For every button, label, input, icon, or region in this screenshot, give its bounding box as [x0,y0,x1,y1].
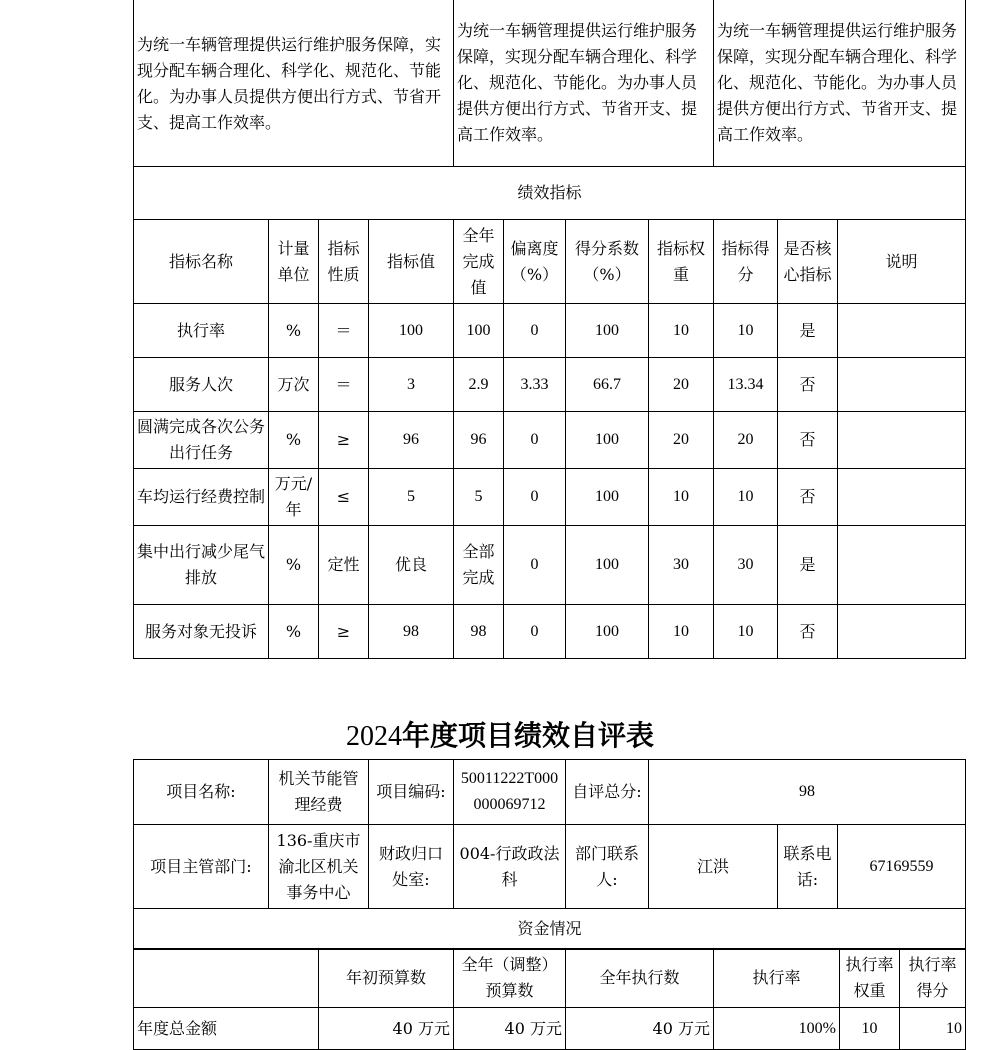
execution-rate-weight: 10 [840,1008,900,1050]
department-row [134,825,966,909]
header-cell: 偏离度（%） [504,220,566,304]
header-cell: 说明 [838,220,966,304]
title-text: 年度项目绩效自评表 [401,719,654,752]
funds-header-cell: 年初预算数 [319,949,454,1008]
target-value: 3 [369,358,454,412]
actual-value: 2.9 [454,358,504,412]
table-row [134,358,966,412]
score: 10 [714,304,778,358]
score-coefficient: 100 [566,304,649,358]
score: 30 [714,526,778,605]
header-cell: 得分系数（%） [566,220,649,304]
annual-target-cell: 为统一车辆管理提供运行维护服务保障，实现分配车辆合理化、科学化、规范化、节能化。为办事人员提供方便出行方式、节省开支、提高工作效率。 [134,0,454,167]
initial-budget: 40 万元 [319,1008,454,1050]
funds-row-label: 年度总金额 [134,1008,319,1050]
weight: 20 [649,412,714,469]
note [838,304,966,358]
deviation: 0 [504,469,566,526]
score-coefficient: 66.7 [566,358,649,412]
contact: 江洪 [649,825,778,909]
score-coefficient: 100 [566,605,649,659]
phone: 67169559 [838,825,966,909]
indicator-name: 集中出行减少尾气排放 [134,526,269,605]
table-row [134,469,966,526]
nature: ≤ [319,469,369,526]
funds-header-cell: 全年执行数 [566,949,714,1008]
score-coefficient: 100 [566,412,649,469]
indicator-name: 圆满完成各次公务出行任务 [134,412,269,469]
annual-actual-cell: 为统一车辆管理提供运行维护服务保障，实现分配车辆合理化、科学化、规范化、节能化。为办事人员提供方便出行方式、节省开支、提高工作效率。 [714,0,966,167]
deviation: 0 [504,526,566,605]
header-cell: 指标权重 [649,220,714,304]
weight: 10 [649,605,714,659]
project-self-evaluation-table [133,759,966,950]
table-row [134,304,966,358]
score-coefficient: 100 [566,526,649,605]
score: 13.34 [714,358,778,412]
note [838,469,966,526]
self-score-label: 自评总分: [566,760,649,825]
deviation: 0 [504,412,566,469]
header-cell: 指标名称 [134,220,269,304]
actual-value: 5 [454,469,504,526]
target-value: 100 [369,304,454,358]
header-cell: 指标得分 [714,220,778,304]
nature: ≥ [319,412,369,469]
header-cell: 是否核心指标 [778,220,838,304]
unit: 万元/年 [269,469,319,526]
actual-value: 96 [454,412,504,469]
target-value: 96 [369,412,454,469]
indicator-name: 服务对象无投诉 [134,605,269,659]
performance-indicator-table [133,0,966,659]
unit: % [269,526,319,605]
note [838,358,966,412]
funds-header-cell: 执行率 [714,949,840,1008]
weight: 10 [649,304,714,358]
project-name-label: 项目名称: [134,760,269,825]
actual-value: 98 [454,605,504,659]
funds-section-label: 资金情况 [134,909,966,950]
funds-header-cell [134,949,319,1008]
execution-rate: 100% [714,1008,840,1050]
funds-total-row [134,1008,966,1050]
score: 20 [714,412,778,469]
deviation: 0 [504,304,566,358]
finance: 004-行政政法科 [454,825,566,909]
self-score: 98 [649,760,966,825]
indicators-header-row [134,220,966,304]
adjusted-budget: 40 万元 [454,1008,566,1050]
project-code-label: 项目编码: [369,760,454,825]
dept: 136-重庆市渝北区机关事务中心 [269,825,369,909]
target-value: 5 [369,469,454,526]
header-cell: 全年完成值 [454,220,504,304]
unit: % [269,605,319,659]
is-core: 否 [778,358,838,412]
deviation: 0 [504,605,566,659]
funds-header-cell: 执行率权重 [840,949,900,1008]
header-cell: 指标值 [369,220,454,304]
unit: % [269,412,319,469]
target-value: 98 [369,605,454,659]
finance-label: 财政归口处室: [369,825,454,909]
contact-label: 部门联系人: [566,825,649,909]
project-code: 50011222T000000069712 [454,760,566,825]
target-value: 优良 [369,526,454,605]
nature: ＝ [319,358,369,412]
nature: ≥ [319,605,369,659]
project-info-row [134,760,966,825]
funds-header-row [134,949,966,1008]
note [838,526,966,605]
table-row [134,605,966,659]
score: 10 [714,605,778,659]
score: 10 [714,469,778,526]
score-coefficient: 100 [566,469,649,526]
executed-amount: 40 万元 [566,1008,714,1050]
table-row [134,412,966,469]
page-title [0,716,1000,757]
funds-header-cell: 执行率得分 [900,949,966,1008]
indicator-name: 服务人次 [134,358,269,412]
funds-table [133,948,966,1050]
note [838,412,966,469]
actual-value: 全部完成 [454,526,504,605]
is-core: 否 [778,412,838,469]
annual-plan-cell: 为统一车辆管理提供运行维护服务保障，实现分配车辆合理化、科学化、规范化、节能化。为办事人员提供方便出行方式、节省开支、提高工作效率。 [454,0,714,167]
unit: 万次 [269,358,319,412]
actual-value: 100 [454,304,504,358]
dept-label: 项目主管部门: [134,825,269,909]
is-core: 否 [778,605,838,659]
table-row [134,526,966,605]
is-core: 否 [778,469,838,526]
nature: ＝ [319,304,369,358]
header-cell: 计量单位 [269,220,319,304]
indicator-name: 车均运行经费控制 [134,469,269,526]
project-name: 机关节能管理经费 [269,760,369,825]
weight: 20 [649,358,714,412]
header-cell: 指标性质 [319,220,369,304]
nature: 定性 [319,526,369,605]
goals-row [134,0,966,167]
weight: 10 [649,469,714,526]
phone-label: 联系电话: [778,825,838,909]
is-core: 是 [778,526,838,605]
deviation: 3.33 [504,358,566,412]
title-year: 2024 [345,721,402,752]
is-core: 是 [778,304,838,358]
weight: 30 [649,526,714,605]
funds-header-cell: 全年（调整）预算数 [454,949,566,1008]
execution-rate-score: 10 [900,1008,966,1050]
indicator-name: 执行率 [134,304,269,358]
indicators-section-label: 绩效指标 [134,167,966,220]
unit: % [269,304,319,358]
note [838,605,966,659]
